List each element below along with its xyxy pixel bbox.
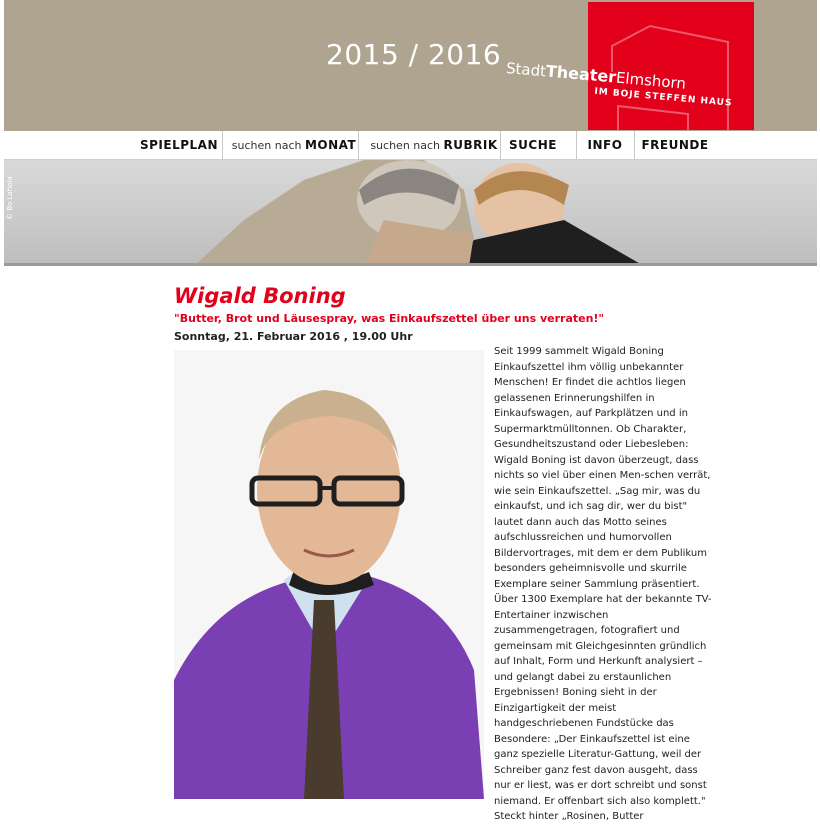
event-description: Seit 1999 sammelt Wigald Boning Einkaufszettel ihm völlig unbekannter Menschen! Er findet die achtlos liegen gelassenen Erinnerungshilfen in Einkaufswagen, auf Parkplätzen und in Supermarktmülltonnen. Ob Charakter, Gesundheitszustand oder Liebesleben: Wigald Boning ist davon überzeugt, dass nichts so viel über einen Men-schen verrät, wie sein Einkaufszettel. „Sag mir, was du einkaufst, und ich sag dir, wer du bist" lautet dann auch das Motto seines aufschlussreichen und humorvollen Bildervortrages, mit dem er dem Publikum besonders geheimnisvolle und skurrile Exemplare seiner Sammlung präsentiert. Über 1300 Exemplare hat der bekannte TV-Entertainer inzwischen zusammengetragen, fotografiert und gemeinsam mit Gleichgesinnten gründlich auf Inhalt, Form und Herkunft analysiert – und gelangt dabei zu erstaunlichen Ergebnissen! Boning sieht in der Einzigartigkeit der meist handgeschriebenen Fundstücke das Besondere: „Der Einkaufszettel ist eine ganz spezielle Literatur-Gattung, weil der Schreiber ganz fest davon ausgeht, dass nur er liest, was er dort schreibt und sonst niemand. Er offenbart sich also komplett." Steckt hinter „Rosinen, Butter xyxy=(494,346,712,822)
nav-monat-prefix: suchen nach xyxy=(231,139,305,152)
main-nav xyxy=(4,131,817,160)
nav-monat[interactable] xyxy=(230,131,358,159)
nav-rubrik[interactable] xyxy=(370,131,498,159)
banner-bottom-rule xyxy=(4,263,817,266)
artist-portrait xyxy=(174,350,484,799)
nav-divider xyxy=(634,131,635,159)
logo-subline: IM BOJE STEFFEN HAUS xyxy=(593,86,733,109)
logo-theater: Theater xyxy=(545,61,617,87)
nav-suche[interactable] xyxy=(502,131,564,159)
nav-spielplan-label: SPIELPLAN xyxy=(139,138,219,152)
nav-divider xyxy=(576,131,577,159)
event-subtitle: "Butter, Brot und Läusespray, was Einkaufszettel über uns verraten!" xyxy=(174,312,605,325)
logo-stadt: Stadt xyxy=(505,58,547,81)
nav-freunde-label: FREUNDE xyxy=(641,138,709,152)
logo-elmshorn: Elmshorn xyxy=(615,68,687,93)
nav-suche-label: SUCHE xyxy=(509,138,557,152)
nav-spielplan[interactable] xyxy=(124,131,234,159)
nav-info-label: INFO xyxy=(587,138,623,152)
nav-freunde[interactable] xyxy=(636,131,714,159)
nav-info[interactable] xyxy=(578,131,632,159)
nav-divider xyxy=(358,131,359,159)
event-title: Wigald Boning xyxy=(174,284,346,308)
nav-rubrik-label: RUBRIK xyxy=(443,138,498,152)
photo-credit: © Bo Lahola xyxy=(6,176,14,220)
season-label: 2015 / 2016 xyxy=(326,38,502,71)
nav-divider xyxy=(222,131,223,159)
nav-divider xyxy=(500,131,501,159)
event-date: Sonntag, 21. Februar 2016 , 19.00 Uhr xyxy=(174,330,413,343)
nav-rubrik-prefix: suchen nach xyxy=(370,139,444,152)
actors-photo-illustration xyxy=(4,160,817,266)
header-banner-photo xyxy=(4,160,817,266)
nav-monat-label: MONAT xyxy=(304,138,357,152)
portrait-illustration xyxy=(174,350,484,799)
